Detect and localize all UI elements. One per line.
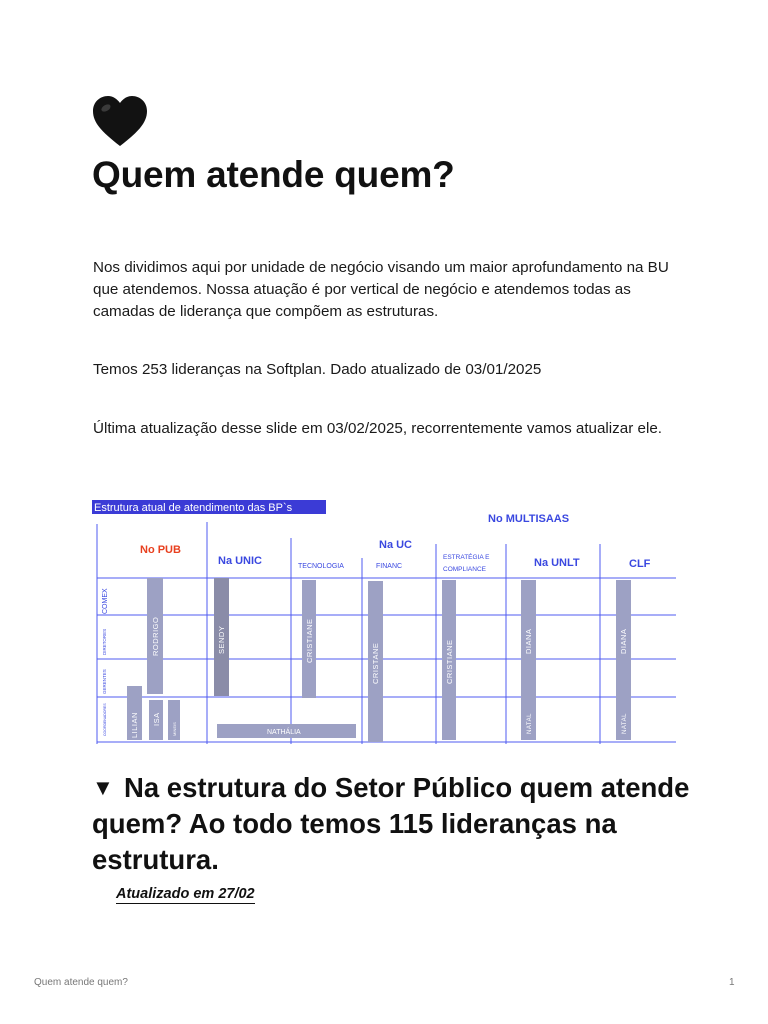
- col-header-estrategia-line1: ESTRATÉGIA E: [443, 554, 490, 561]
- footer-doc-title: Quem atende quem?: [34, 977, 128, 988]
- diagram-caption: Estrutura atual de atendimento das BP`s: [94, 502, 293, 514]
- person-label-diana-clf: DIANA: [619, 628, 628, 654]
- col-header-no-pub: No PUB: [140, 544, 181, 556]
- page-title: Quem atende quem?: [92, 154, 455, 195]
- person-label-natal-clf: NATAL: [622, 713, 628, 734]
- col-header-na-unlt: Na UNLT: [534, 557, 580, 569]
- updated-label: Atualizado em 27/02: [116, 886, 255, 902]
- last-update-paragraph: Última atualização desse slide em 03/02/2025, recorrentemente vamos atualizar ele.: [93, 420, 662, 437]
- grid-horizontal-lines: [97, 578, 676, 742]
- person-label-isa: ISA: [152, 712, 161, 726]
- col-header-estrategia-line2: COMPLIANCE: [443, 566, 486, 573]
- col-header-clf: CLF: [629, 558, 651, 570]
- leaders-count-paragraph: Temos 253 lideranças na Softplan. Dado atualizado de 03/01/2025: [93, 361, 542, 378]
- row-label-comex: COMEX: [102, 588, 109, 614]
- person-label-cristiane-tec: CRISTIANE: [305, 618, 314, 663]
- person-label-cristane-fin: CRISTANE: [371, 642, 380, 684]
- col-header-na-unic: Na UNIC: [218, 555, 263, 567]
- black-heart-icon: [92, 96, 148, 148]
- structure-diagram-image: [92, 498, 678, 748]
- col-header-financ: FINANC: [376, 563, 403, 570]
- person-label-lilian: LILIAN: [130, 712, 139, 738]
- intro-paragraph: Nos dividimos aqui por unidade de negócio visando um maior aprofundamento na BU que atendemos. Nossa atuação é por vertical de negócio e atendemos todas as camadas de liderança que compõem as estruturas.: [93, 259, 669, 320]
- person-label-cristiane-est: CRISTIANE: [445, 639, 454, 684]
- footer-page-number: 1: [729, 977, 735, 988]
- person-label-sendy: SENDY: [217, 625, 226, 654]
- person-label-nathalia: NATHÁLIA: [267, 729, 301, 736]
- col-header-na-uc: Na UC: [379, 539, 413, 551]
- toggle-heading-setor-publico[interactable]: [92, 770, 692, 878]
- toggle-heading-text: Na estrutura do Setor Público quem atende quem? Ao todo temos 115 lideranças na estrutura.: [92, 772, 690, 875]
- row-label-gerentes: GERENTES: [102, 669, 107, 694]
- toggle-triangle-icon[interactable]: ▼: [92, 775, 114, 800]
- person-label-natal-unlt: NATAL: [527, 713, 533, 734]
- row-label-diretores: DIRETORES: [102, 628, 107, 655]
- person-label-mineis: MINEIS: [172, 722, 177, 736]
- group-header-multisaas: No MULTISAAS: [488, 513, 570, 525]
- row-label-coordenadores: COORDENADORES: [103, 703, 107, 736]
- person-label-rodrigo: RODRIGO: [151, 616, 160, 656]
- col-header-tecnologia: TECNOLOGIA: [298, 563, 344, 570]
- person-label-diana-unlt: DIANA: [524, 628, 533, 654]
